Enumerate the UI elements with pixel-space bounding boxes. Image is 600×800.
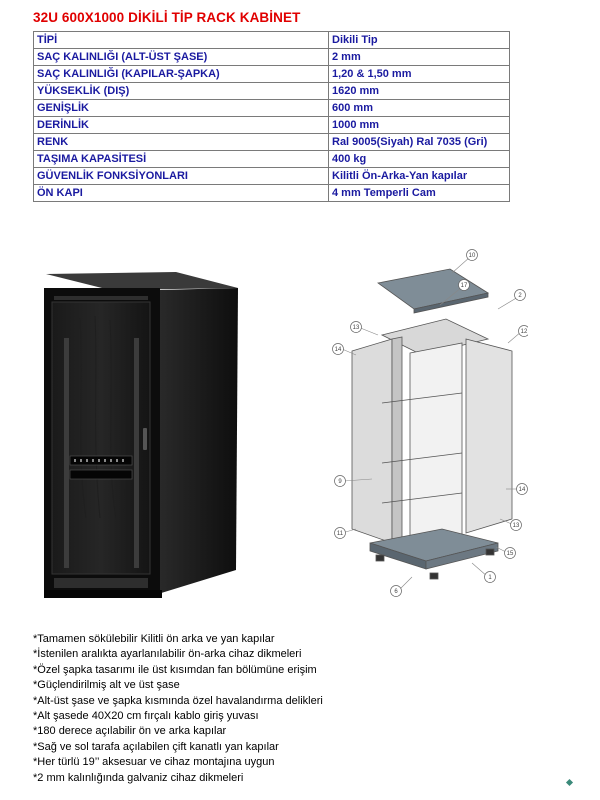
list-item: *Tamamen sökülebilir Kilitli ön arka ve yan kapılar (33, 633, 275, 645)
list-item: *Özel şapka tasarımı ile üst kısımdan fan bölümüne erişim (33, 663, 317, 676)
list-item: *Sağ ve sol tarafa açılabilen çift kanatlı yan kapılar (33, 740, 279, 753)
callout-label: 13 (512, 523, 520, 529)
spec-value: 2 mm (329, 49, 510, 66)
list-item: *Güçlendirilmiş alt ve üst şase (33, 679, 180, 692)
table-row (34, 66, 510, 83)
spec-key: SAÇ KALINLIĞI (KAPILAR-ŞAPKA) (34, 66, 329, 83)
table-row (34, 117, 510, 134)
table-row (34, 134, 510, 151)
table-row (34, 151, 510, 168)
callout-label: 1 (488, 575, 492, 581)
table-row (34, 168, 510, 185)
cabinet-photo (40, 268, 242, 600)
exploded-diagram (322, 243, 528, 598)
list-item: *Alt şasede 40X20 cm fırçalı kablo giriş yuvası (33, 710, 259, 723)
spec-value: 1620 mm (329, 83, 510, 100)
spec-key: RENK (34, 134, 329, 151)
spec-key: YÜKSEKLİK (DIŞ) (34, 83, 329, 100)
list-item: *2 mm kalınlığında galvaniz cihaz dikmeleri (33, 771, 244, 784)
corner-marker-icon (566, 779, 573, 786)
spec-value: 4 mm Temperli Cam (329, 185, 510, 202)
callout-label: 14 (518, 487, 526, 493)
spec-value: Ral 9005(Siyah) Ral 7035 (Gri) (329, 134, 510, 151)
table-row (34, 100, 510, 117)
spec-table (33, 31, 510, 202)
callout-label: 10 (468, 253, 476, 259)
spec-value: 1,20 & 1,50 mm (329, 66, 510, 83)
table-row (34, 32, 510, 49)
spec-key: GENİŞLİK (34, 100, 329, 117)
callout-label: 9 (338, 479, 342, 485)
table-row (34, 83, 510, 100)
spec-key: GÜVENLİK FONKSİYONLARI (34, 168, 329, 185)
spec-key: TAŞIMA KAPASİTESİ (34, 151, 329, 168)
spec-value: 600 mm (329, 100, 510, 117)
spec-key: SAÇ KALINLIĞI (ALT-ÜST ŞASE) (34, 49, 329, 66)
spec-value: Kilitli Ön-Arka-Yan kapılar (329, 168, 510, 185)
callout-label: 12 (520, 329, 528, 335)
callout-label: 13 (352, 325, 360, 331)
page-title: 32U 600X1000 DİKİLİ TİP RACK KABİNET (33, 10, 301, 25)
table-row (34, 49, 510, 66)
spec-key: DERİNLİK (34, 117, 329, 134)
spec-key: TİPİ (34, 32, 329, 49)
callout-label: 14 (334, 347, 342, 353)
list-item: *Her türlü 19’’ aksesuar ve cihaz montajına uygun (33, 756, 275, 769)
list-item: *Alt-üst şase ve şapka kısmında özel havalandırma delikleri (33, 694, 323, 707)
feature-list (33, 632, 323, 786)
callout-label: 11 (336, 531, 344, 537)
callout-label: 6 (394, 589, 398, 595)
spec-key: ÖN KAPI (34, 185, 329, 202)
list-item: *180 derece açılabilir ön ve arka kapılar (33, 725, 227, 738)
spec-value: Dikili Tip (329, 32, 510, 49)
table-row (34, 185, 510, 202)
spec-value: 1000 mm (329, 117, 510, 134)
callout-label: 15 (506, 551, 514, 557)
list-item: *İstenilen aralıkta ayarlanılabilir ön-arka cihaz dikmeleri (33, 648, 302, 661)
callout-label: 17 (460, 283, 468, 289)
callout-label: 2 (518, 293, 522, 299)
spec-value: 400 kg (329, 151, 510, 168)
